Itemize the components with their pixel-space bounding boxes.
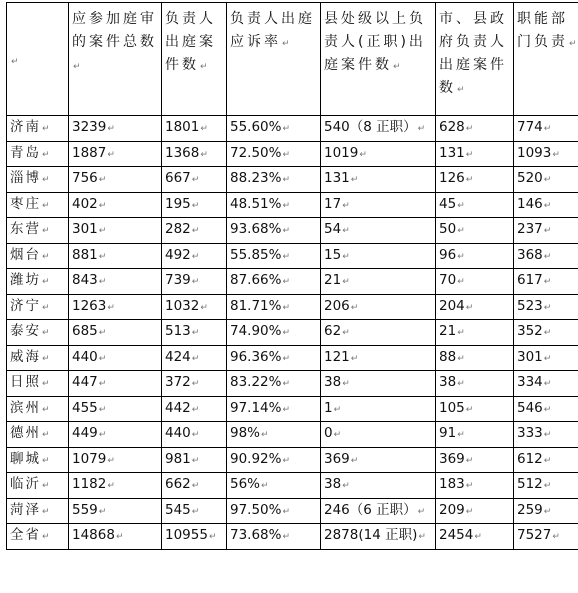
department-cell: 146↵: [514, 192, 578, 218]
total-cases-cell: 881↵: [69, 243, 162, 269]
department-cell: 512↵: [514, 473, 578, 499]
header-row: [7, 3, 578, 116]
attendance-rate-cell: 72.50%↵: [227, 141, 321, 167]
city-cell: 东营↵: [7, 218, 69, 244]
table-row: [7, 141, 578, 167]
government-cell: 38↵: [436, 371, 514, 397]
government-cell: 91↵: [436, 422, 514, 448]
header-county-level-cases: 县处级以上负责人(正职)出庭案件数↵: [321, 3, 436, 116]
department-cell: 333↵: [514, 422, 578, 448]
attendance-rate-cell: 87.66%↵: [227, 269, 321, 295]
city-cell: 潍坊↵: [7, 269, 69, 295]
table-row: [7, 447, 578, 473]
attended-cases-cell: 545↵: [162, 498, 227, 524]
government-cell: 88↵: [436, 345, 514, 371]
county-level-cell: 246（6 正职）↵: [321, 498, 436, 524]
table-row: [7, 192, 578, 218]
government-cell: 2454↵: [436, 524, 514, 550]
total-cases-cell: 449↵: [69, 422, 162, 448]
attendance-rate-cell: 73.68%↵: [227, 524, 321, 550]
department-cell: 617↵: [514, 269, 578, 295]
department-cell: 774↵: [514, 116, 578, 142]
attended-cases-cell: 440↵: [162, 422, 227, 448]
total-cases-cell: 1263↵: [69, 294, 162, 320]
city-cell: 泰安↵: [7, 320, 69, 346]
attended-cases-cell: 372↵: [162, 371, 227, 397]
table-row: [7, 396, 578, 422]
city-cell: 济宁↵: [7, 294, 69, 320]
city-cell: 聊城↵: [7, 447, 69, 473]
attended-cases-cell: 492↵: [162, 243, 227, 269]
total-cases-cell: 447↵: [69, 371, 162, 397]
attended-cases-cell: 282↵: [162, 218, 227, 244]
county-level-cell: 121↵: [321, 345, 436, 371]
attendance-rate-cell: 97.50%↵: [227, 498, 321, 524]
table-row: [7, 320, 578, 346]
government-cell: 183↵: [436, 473, 514, 499]
statistics-table: [6, 2, 578, 550]
city-cell: 菏泽↵: [7, 498, 69, 524]
table-row: [7, 422, 578, 448]
city-cell: 日照↵: [7, 371, 69, 397]
government-cell: 126↵: [436, 167, 514, 193]
attended-cases-cell: 1368↵: [162, 141, 227, 167]
total-cases-cell: 756↵: [69, 167, 162, 193]
county-level-cell: 1↵: [321, 396, 436, 422]
government-cell: 628↵: [436, 116, 514, 142]
government-cell: 204↵: [436, 294, 514, 320]
government-cell: 45↵: [436, 192, 514, 218]
table-row: [7, 524, 578, 550]
attended-cases-cell: 1032↵: [162, 294, 227, 320]
table-row: [7, 294, 578, 320]
department-cell: 7527↵: [514, 524, 578, 550]
county-level-cell: 0↵: [321, 422, 436, 448]
total-cases-cell: 14868↵: [69, 524, 162, 550]
attendance-rate-cell: 83.22%↵: [227, 371, 321, 397]
attendance-rate-cell: 90.92%↵: [227, 447, 321, 473]
department-cell: 612↵: [514, 447, 578, 473]
attended-cases-cell: 442↵: [162, 396, 227, 422]
department-cell: 237↵: [514, 218, 578, 244]
department-cell: 301↵: [514, 345, 578, 371]
header-attendance-rate: 负责人出庭应诉率↵: [227, 3, 321, 116]
government-cell: 369↵: [436, 447, 514, 473]
attendance-rate-cell: 88.23%↵: [227, 167, 321, 193]
total-cases-cell: 455↵: [69, 396, 162, 422]
county-level-cell: 15↵: [321, 243, 436, 269]
attendance-rate-cell: 74.90%↵: [227, 320, 321, 346]
total-cases-cell: 1887↵: [69, 141, 162, 167]
table-row: [7, 243, 578, 269]
government-cell: 96↵: [436, 243, 514, 269]
table-row: [7, 167, 578, 193]
county-level-cell: 21↵: [321, 269, 436, 295]
department-cell: 1093↵: [514, 141, 578, 167]
government-cell: 105↵: [436, 396, 514, 422]
header-city: ↵: [7, 3, 69, 116]
total-cases-cell: 301↵: [69, 218, 162, 244]
total-cases-cell: 402↵: [69, 192, 162, 218]
attended-cases-cell: 981↵: [162, 447, 227, 473]
attended-cases-cell: 667↵: [162, 167, 227, 193]
table-row: [7, 371, 578, 397]
government-cell: 209↵: [436, 498, 514, 524]
city-cell: 滨州↵: [7, 396, 69, 422]
city-cell: 济南↵: [7, 116, 69, 142]
county-level-cell: 540（8 正职）↵: [321, 116, 436, 142]
city-cell: 淄博↵: [7, 167, 69, 193]
table-row: [7, 116, 578, 142]
county-level-cell: 62↵: [321, 320, 436, 346]
government-cell: 70↵: [436, 269, 514, 295]
total-cases-cell: 685↵: [69, 320, 162, 346]
department-cell: 546↵: [514, 396, 578, 422]
attendance-rate-cell: 96.36%↵: [227, 345, 321, 371]
attended-cases-cell: 195↵: [162, 192, 227, 218]
attended-cases-cell: 424↵: [162, 345, 227, 371]
attendance-rate-cell: 48.51%↵: [227, 192, 321, 218]
attended-cases-cell: 739↵: [162, 269, 227, 295]
county-level-cell: 38↵: [321, 371, 436, 397]
city-cell: 德州↵: [7, 422, 69, 448]
table-row: [7, 473, 578, 499]
attended-cases-cell: 662↵: [162, 473, 227, 499]
city-cell: 全省↵: [7, 524, 69, 550]
attendance-rate-cell: 55.85%↵: [227, 243, 321, 269]
department-cell: 520↵: [514, 167, 578, 193]
county-level-cell: 369↵: [321, 447, 436, 473]
department-cell: 259↵: [514, 498, 578, 524]
attended-cases-cell: 10955↵: [162, 524, 227, 550]
total-cases-cell: 559↵: [69, 498, 162, 524]
city-cell: 枣庄↵: [7, 192, 69, 218]
department-cell: 352↵: [514, 320, 578, 346]
government-cell: 131↵: [436, 141, 514, 167]
attendance-rate-cell: 81.71%↵: [227, 294, 321, 320]
table-row: [7, 269, 578, 295]
total-cases-cell: 1079↵: [69, 447, 162, 473]
total-cases-cell: 1182↵: [69, 473, 162, 499]
attendance-rate-cell: 55.60%↵: [227, 116, 321, 142]
county-level-cell: 1019↵: [321, 141, 436, 167]
department-cell: 368↵: [514, 243, 578, 269]
total-cases-cell: 3239↵: [69, 116, 162, 142]
header-department-cases: 职能部门负责↵: [514, 3, 578, 116]
city-cell: 烟台↵: [7, 243, 69, 269]
header-total-cases: 应参加庭审的案件总数↵: [69, 3, 162, 116]
header-attended-cases: 负责人出庭案件数↵: [162, 3, 227, 116]
county-level-cell: 131↵: [321, 167, 436, 193]
city-cell: 青岛↵: [7, 141, 69, 167]
county-level-cell: 54↵: [321, 218, 436, 244]
attendance-rate-cell: 93.68%↵: [227, 218, 321, 244]
attended-cases-cell: 513↵: [162, 320, 227, 346]
table-row: [7, 218, 578, 244]
table-row: [7, 498, 578, 524]
table-row: [7, 345, 578, 371]
total-cases-cell: 843↵: [69, 269, 162, 295]
city-cell: 临沂↵: [7, 473, 69, 499]
department-cell: 523↵: [514, 294, 578, 320]
total-cases-cell: 440↵: [69, 345, 162, 371]
government-cell: 50↵: [436, 218, 514, 244]
government-cell: 21↵: [436, 320, 514, 346]
attended-cases-cell: 1801↵: [162, 116, 227, 142]
attendance-rate-cell: 56%↵: [227, 473, 321, 499]
county-level-cell: 2878(14 正职)↵: [321, 524, 436, 550]
department-cell: 334↵: [514, 371, 578, 397]
county-level-cell: 206↵: [321, 294, 436, 320]
county-level-cell: 38↵: [321, 473, 436, 499]
header-government-cases: 市、县政府负责人出庭案件数↵: [436, 3, 514, 116]
county-level-cell: 17↵: [321, 192, 436, 218]
city-cell: 威海↵: [7, 345, 69, 371]
attendance-rate-cell: 97.14%↵: [227, 396, 321, 422]
attendance-rate-cell: 98%↵: [227, 422, 321, 448]
